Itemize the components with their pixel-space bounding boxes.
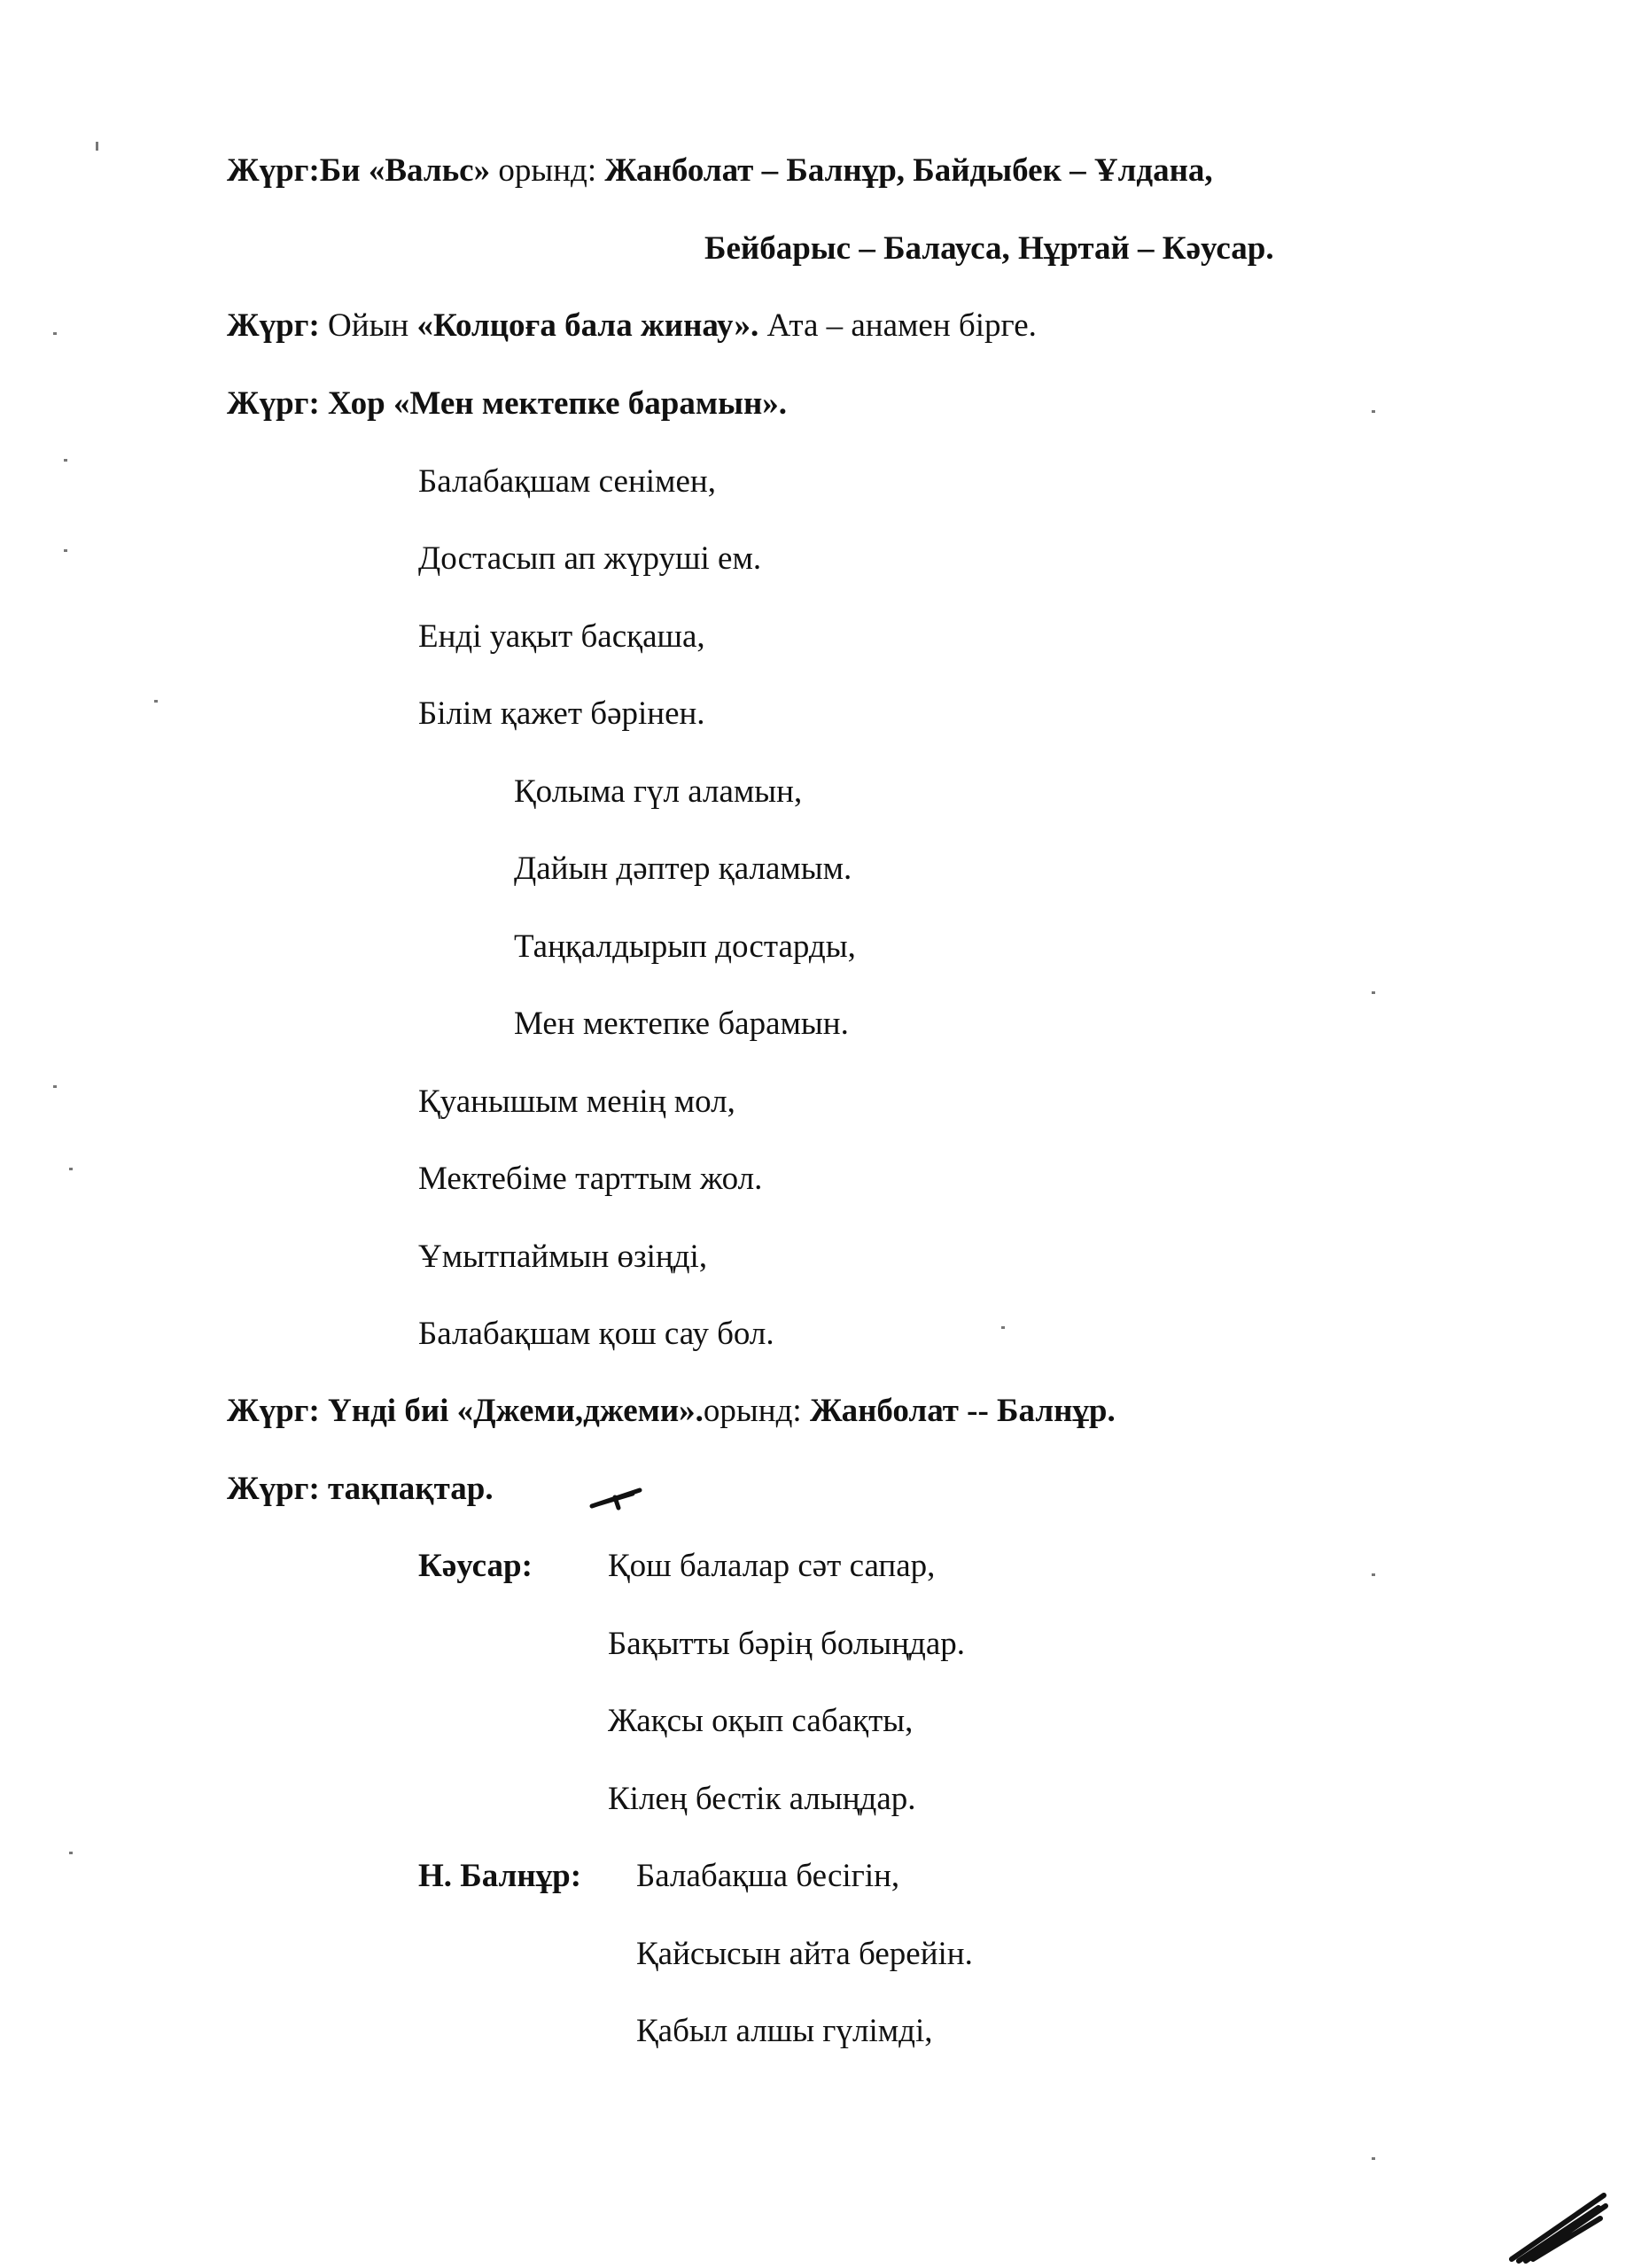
poem-line: Қош балалар сәт сапар,	[608, 1548, 936, 1584]
line-dance-waltz-cont: Бейбарыс – Балауса, Нұртай – Кәусар.	[704, 230, 1274, 267]
poem-line: Балабақша бесігін,	[636, 1858, 900, 1894]
act-note: Ата – анамен бірге.	[758, 307, 1037, 344]
poem-line: Бақытты бәрің болыңдар.	[608, 1626, 965, 1662]
scan-speck	[1001, 1326, 1005, 1329]
scan-speck	[1372, 410, 1375, 413]
scan-speck	[96, 142, 98, 151]
song-line: Енді уақыт басқаша,	[418, 618, 705, 655]
performers-label: орынд:	[703, 1393, 810, 1429]
chorus-line: Қолыма гүл аламын,	[514, 773, 803, 810]
performers-names: Жанболат – Балнұр, Байдыбек – Ұлдана,	[604, 152, 1213, 189]
chorus-line: Мен мектепке барамын.	[514, 1006, 849, 1042]
song-line: Балабақшам сенімен,	[418, 463, 716, 500]
song-line: Достасып ап жүруші ем.	[418, 540, 762, 577]
poem-line: Кілең бестік алыңдар.	[608, 1781, 916, 1817]
presenter-label: Жүрг:	[227, 152, 320, 189]
poem-line: Қайсысын айта берейін.	[636, 1936, 973, 1972]
speaker-label: Кәусар:	[418, 1548, 533, 1584]
performers-label: орынд:	[490, 152, 605, 189]
chorus-line: Таңқалдырып достарды,	[514, 928, 856, 965]
song-line: Мектебіме тарттым жол.	[418, 1161, 763, 1197]
act-title: Жүрг: Үнді биі «Джеми,джеми».	[227, 1393, 704, 1429]
song-line: Қуанышым менің мол,	[418, 1084, 735, 1120]
presenter-label: Жүрг:	[227, 307, 320, 344]
pen-scribble-mark	[588, 1485, 645, 1511]
poem-line: Қабыл алшы гүлімді,	[636, 2013, 933, 2049]
line-choir: Жүрг: Хор «Мен мектепке барамын».	[227, 385, 788, 422]
scan-speck	[154, 700, 158, 703]
scan-speck	[64, 549, 67, 552]
act-title: Би «Вальс»	[319, 152, 491, 189]
speaker-label: Н. Балнұр:	[418, 1858, 582, 1894]
line-game	[227, 307, 1037, 346]
scan-speck	[1372, 2157, 1375, 2160]
scan-speck	[69, 1852, 73, 1854]
scan-speck	[69, 1168, 73, 1170]
scan-speck	[1372, 1573, 1375, 1576]
line-dance-waltz	[227, 151, 1213, 190]
song-line: Ұмытпаймын өзіңді,	[418, 1239, 708, 1275]
performers-names: Жанболат -- Балнұр.	[809, 1393, 1116, 1429]
line-indian-dance	[227, 1392, 1116, 1431]
scan-speck	[64, 459, 67, 462]
chorus-line: Дайын дәптер қаламым.	[514, 850, 852, 887]
act-type: Ойын	[319, 307, 417, 344]
act-title: «Колцоға бала жинау».	[416, 307, 759, 344]
song-line: Балабақшам қош сау бол.	[418, 1316, 774, 1352]
scan-speck	[53, 332, 57, 335]
scan-speck	[1372, 991, 1375, 994]
song-line: Білім қажет бәрінен.	[418, 695, 705, 732]
poem-line: Жақсы оқып сабақты,	[608, 1703, 914, 1739]
line-poems: Жүрг: тақпақтар.	[227, 1471, 494, 1507]
scan-speck	[53, 1085, 57, 1088]
pen-scribble-mark	[1506, 2188, 1613, 2264]
